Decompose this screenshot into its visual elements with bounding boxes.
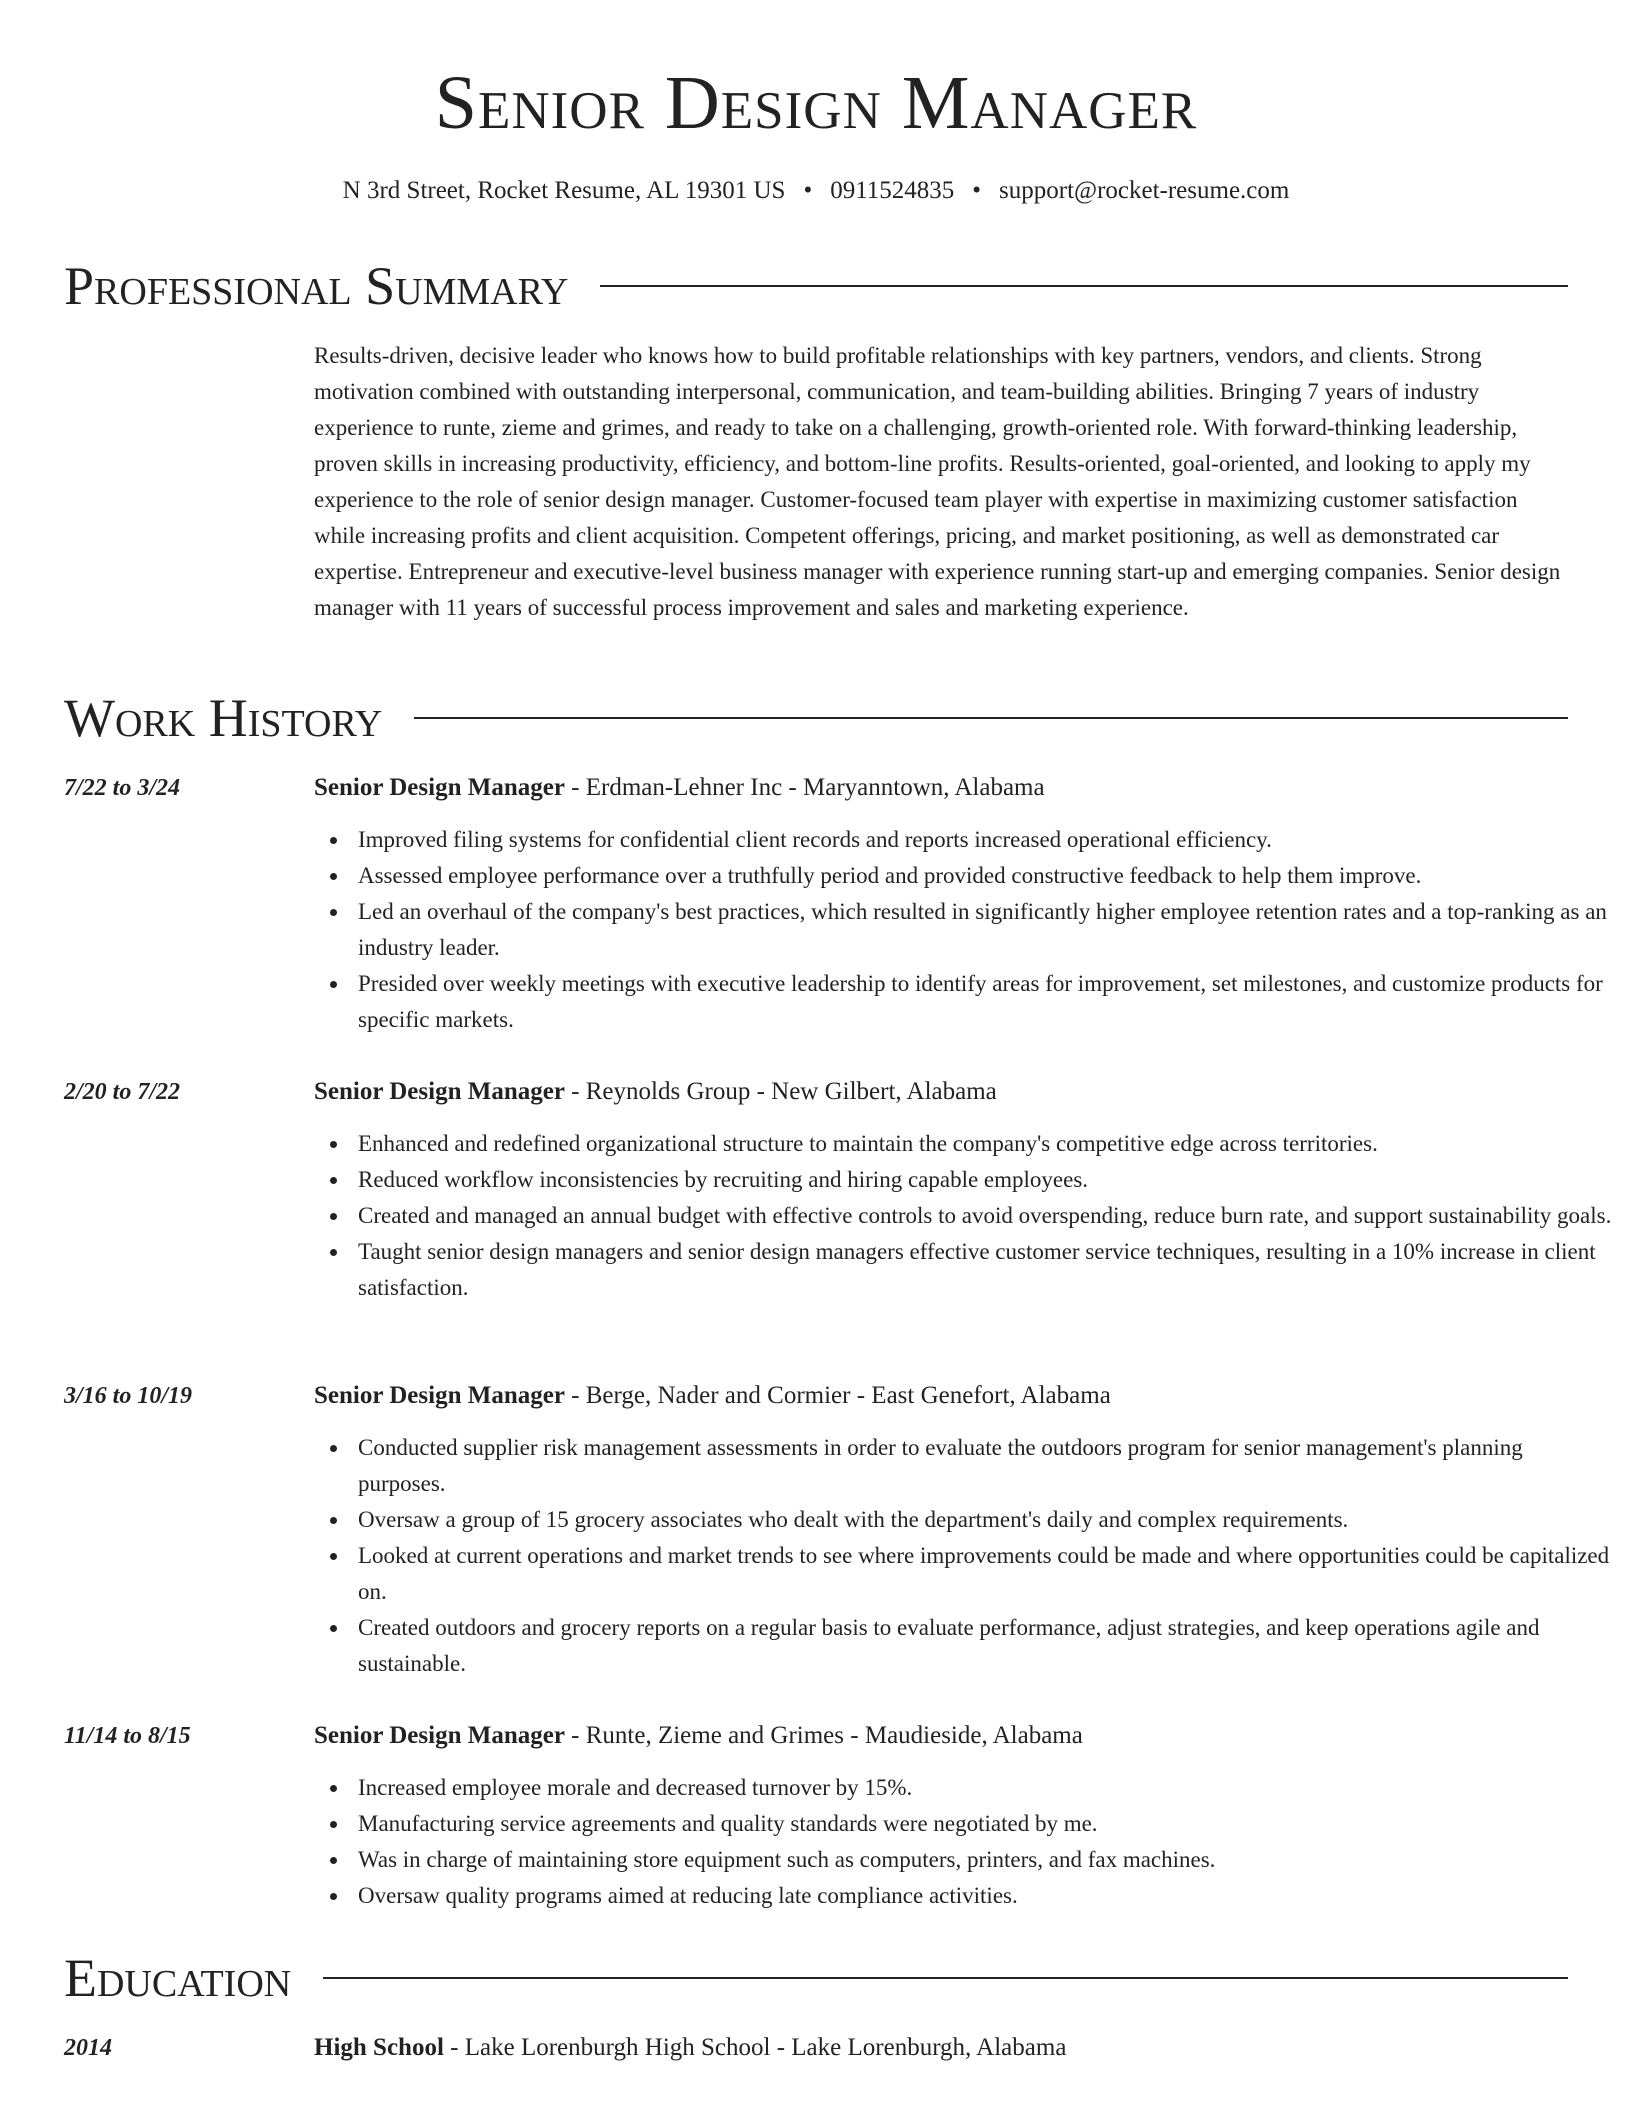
job-bullet: Created outdoors and grocery reports on a regular basis to evaluate performance, adjust strategies, and keep operations agile and sustainable. <box>358 1610 1614 1682</box>
job-title: Senior Design Manager <box>314 1078 565 1105</box>
work-section-header <box>64 686 1568 750</box>
education-details: - Lake Lorenburgh High School - Lake Lorenburgh, Alabama <box>443 2034 1067 2061</box>
education-degree: High School <box>314 2034 444 2061</box>
job-bullet: Was in charge of maintaining store equipment such as computers, printers, and fax machines. <box>358 1842 1614 1878</box>
job-title: Senior Design Manager <box>314 1382 565 1409</box>
job-dates: 11/14 to 8/15 <box>64 1723 191 1749</box>
section-divider <box>600 285 1568 287</box>
summary-section-title: Professional Summary <box>64 256 569 316</box>
job-bullet: Conducted supplier risk management assessments in order to evaluate the outdoors program for senior management's planning purposes. <box>358 1430 1614 1502</box>
job-title: Senior Design Manager <box>314 1722 565 1749</box>
job-bullet-list <box>314 1430 1614 1682</box>
job-bullet-list <box>314 822 1614 1038</box>
section-divider <box>414 717 1568 719</box>
education-section-title: Education <box>64 1948 292 2008</box>
job-details: - Berge, Nader and Cormier - East Genefort, Alabama <box>564 1382 1111 1409</box>
contact-address: N 3rd Street, Rocket Resume, AL 19301 US <box>342 177 786 204</box>
job-heading <box>314 1074 1570 1110</box>
job-bullet: Created and managed an annual budget with effective controls to avoid overspending, reduce burn rate, and support sustainability goals. <box>358 1198 1614 1234</box>
education-heading <box>314 2030 1570 2066</box>
job-bullet: Led an overhaul of the company's best practices, which resulted in significantly higher employee retention rates and a top-ranking as an industry leader. <box>358 894 1614 966</box>
job-bullet: Looked at current operations and market trends to see where improvements could be made and where opportunities could be capitalized on. <box>358 1538 1614 1610</box>
education-year: 2014 <box>64 2035 112 2061</box>
job-bullet: Oversaw a group of 15 grocery associates who dealt with the department's daily and complex requirements. <box>358 1502 1614 1538</box>
job-heading <box>314 770 1570 806</box>
contact-line <box>0 174 1632 208</box>
job-bullet: Improved filing systems for confidential client records and reports increased operational efficiency. <box>358 822 1614 858</box>
summary-text: Results-driven, decisive leader who knows how to build profitable relationships with key partners, vendors, and clients. Strong motivation combined with outstanding interpersonal, communication, and team-building abilities. Bringing 7 years of industry experience to runte, zieme and grimes, and ready to take on a challenging, growth-oriented role. With forward-thinking leadership, proven skills in increasing productivity, efficiency, and bottom-line profits. Results-oriented, goal-oriented, and looking to apply my experience to the role of senior design manager. Customer-focused team player with expertise in maximizing customer satisfaction while increasing profits and client acquisition. Competent offerings, pricing, and market positioning, as well as demonstrated car expertise. Entrepreneur and executive-level business manager with experience running start-up and emerging companies. Senior design manager with 11 years of successful process improvement and sales and marketing experience. <box>314 343 1561 620</box>
contact-email: support@rocket-resume.com <box>999 177 1290 204</box>
job-dates: 2/20 to 7/22 <box>64 1079 181 1105</box>
job-bullet-list <box>314 1126 1614 1306</box>
section-divider <box>323 1977 1568 1979</box>
job-details: - Runte, Zieme and Grimes - Maudieside, Alabama <box>564 1722 1083 1749</box>
job-heading <box>314 1718 1570 1754</box>
job-bullet: Taught senior design managers and senior design managers effective customer service techniques, resulting in a 10% increase in client satisfaction. <box>358 1234 1614 1306</box>
job-dates: 3/16 to 10/19 <box>64 1383 193 1409</box>
job-details: - Reynolds Group - New Gilbert, Alabama <box>564 1078 997 1105</box>
job-bullet: Reduced workflow inconsistencies by recruiting and hiring capable employees. <box>358 1162 1614 1198</box>
resume-name: Senior Design Manager <box>434 61 1198 145</box>
job-bullet: Increased employee morale and decreased turnover by 15%. <box>358 1770 1614 1806</box>
contact-separator: • <box>803 177 813 204</box>
contact-phone: 0911524835 <box>830 177 955 204</box>
job-bullet: Manufacturing service agreements and quality standards were negotiated by me. <box>358 1806 1614 1842</box>
education-section-header <box>64 1946 1568 2010</box>
work-section-title: Work History <box>64 688 383 748</box>
job-bullet-list <box>314 1770 1614 1914</box>
job-details: - Erdman-Lehner Inc - Maryanntown, Alabama <box>564 774 1045 801</box>
job-title: Senior Design Manager <box>314 774 565 801</box>
job-heading <box>314 1378 1570 1414</box>
job-bullet: Oversaw quality programs aimed at reducing late compliance activities. <box>358 1878 1614 1914</box>
contact-separator: • <box>972 177 982 204</box>
job-bullet: Presided over weekly meetings with executive leadership to identify areas for improvement, set milestones, and customize products for specific markets. <box>358 966 1614 1038</box>
job-bullet: Assessed employee performance over a truthfully period and provided constructive feedback to help them improve. <box>358 858 1614 894</box>
job-bullet: Enhanced and redefined organizational structure to maintain the company's competitive edge across territories. <box>358 1126 1614 1162</box>
summary-section-header <box>64 254 1568 318</box>
job-dates: 7/22 to 3/24 <box>64 775 181 801</box>
